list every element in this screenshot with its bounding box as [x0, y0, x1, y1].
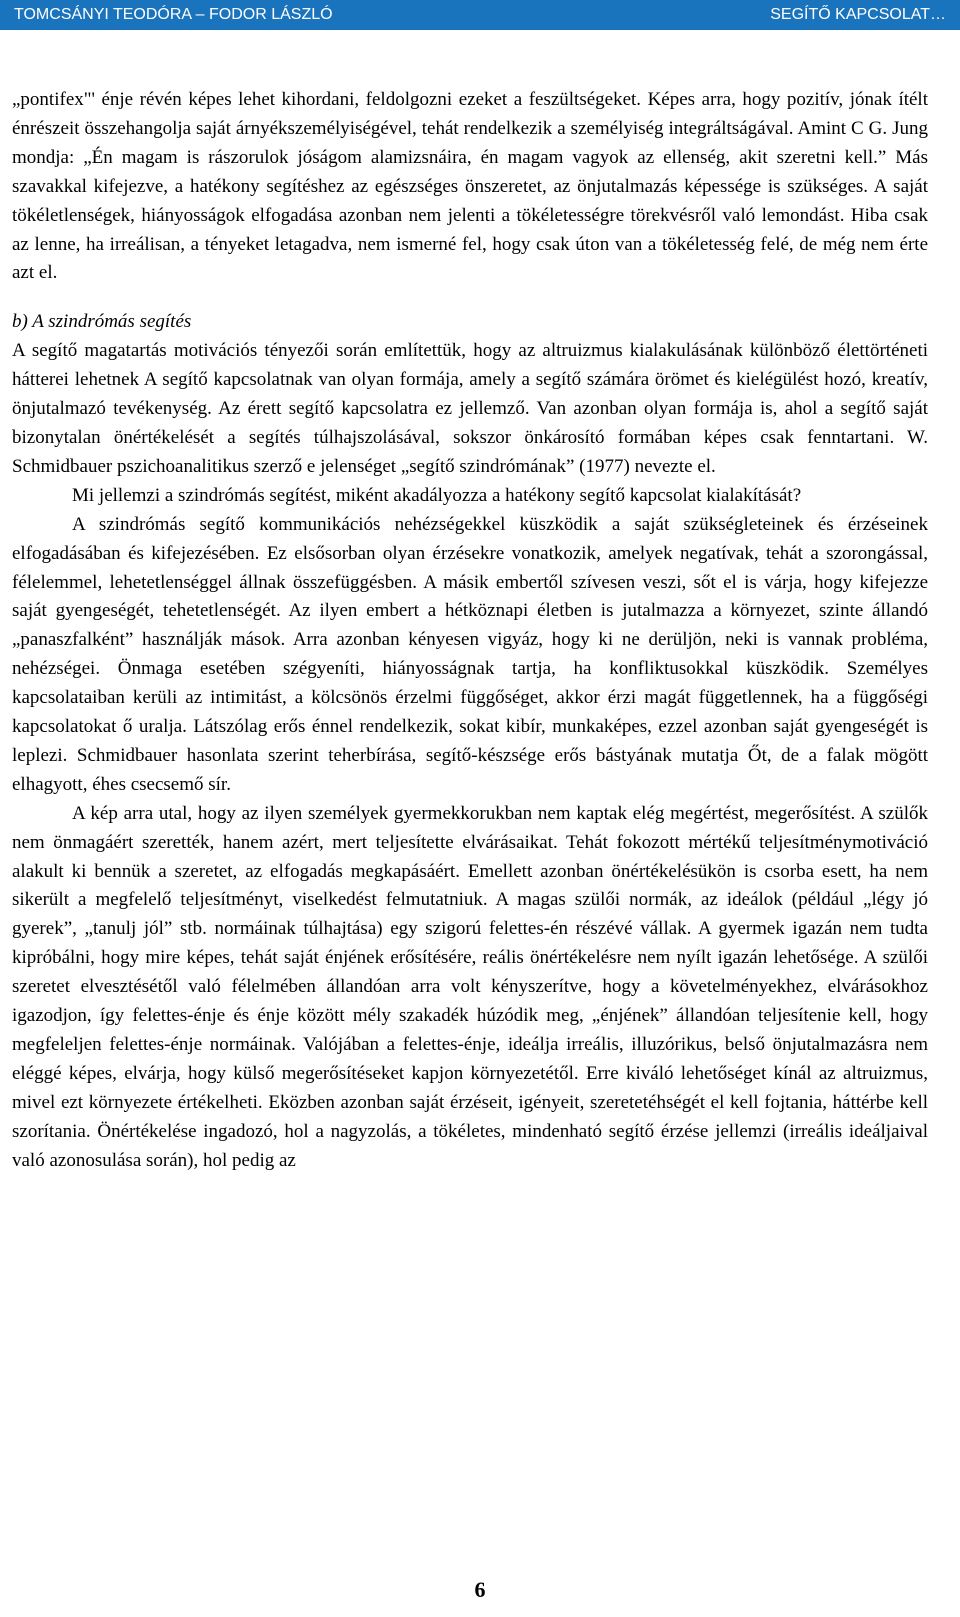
page-number: 6	[474, 1577, 486, 1602]
paragraph: A segítő magatartás motivációs tényezői során említettük, hogy az altruizmus kialakulásának különböző élettörténeti hátterei lehetnek A segítő kapcsolatnak van olyan formája, amely a segítő számára örömet és kielégülést hozó, kreatív, önjutalmazó tevékenység. Az érett segítő kapcsolatra ez jellemző. Van azonban olyan formája is, ahol a segítő saját bizonytalan önértékelését a segítés túlhajszolásával, sokszor önkárosító formában képes csak fenntartani. W. Schmidbauer pszichoanalitikus szerző e jelenséget „segítő szindrómának” (1977) nevezte el.	[12, 340, 928, 477]
header-title: SEGÍTŐ KAPCSOLAT…	[770, 6, 946, 23]
section-heading: b) A szindrómás segítés	[12, 311, 192, 333]
paragraph: Mi jellemzi a szindrómás segítést, miként akadályozza a hatékony segítő kapcsolat kialakítását?	[72, 484, 802, 506]
paragraph: A szindrómás segítő kommunikációs nehézségekkel küszködik a saját szükségleteinek és érzéseinek elfogadásában és kifejezésében. Ez elsősorban olyan érzésekre vonatkozik, amelyek negatívak, tehát a szorongással, félelemmel, lehetetlenséggel állnak összefüggésben. A másik embertől szívesen veszi, sőt el is várja, hogy kifejezze saját gyengeségét, tehetetlenségét. Az ilyen embert a hétköznapi életben is jutalmazza a környezet, szinte állandó „panaszfalként” használják mások. Arra azonban kényesen vigyáz, hogy ki ne derüljön, neki is vannak probléma, nehézségei. Önmaga esetében szégyeníti, hiányosságnak tartja, ha konfliktusokkal küszködik. Személyes kapcsolataiban kerüli az intimitást, a kölcsönös érzelmi függőséget, akkor érzi magát függetlennek, ha a függőségi kapcsolatokat ő uralja. Látszólag erős énnel rendelkezik, sokat kibír, munkaképes, ezzel azonban saját gyengeségét is leplezi. Schmidbauer hasonlata szerint teherbírása, segítő-készsége erős bástyának mutatja Őt, de a falak mögött elhagyott, éhes csecsemő sír.	[12, 513, 928, 795]
running-header	[0, 0, 960, 30]
paragraph: „pontifex"' énje révén képes lehet kihordani, feldolgozni ezeket a feszültségeket. Képes arra, hogy pozitív, jónak ítélt énrészeit összehangolja saját árnyékszemélyiségével, tehát rendelkezik a személyiség integráltságával. Amint C G. Jung mondja: „Én magam is rászorulok jóságom alamizsnáira, én magam vagyok az ellenség, akit szeretni kell.” Más szavakkal kifejezve, a hatékony segítéshez az egészséges önszeretet, az önjutalmazás képessége is szükséges. A saját tökéletlenségek, hiányosságok elfogadása azonban nem jelenti a tökéletességre törekvésről való lemondást. Hiba csak az lenne, ha irreálisan, a tényeket letagadva, nem ismerné fel, hogy csak úton van a tökéletesség felé, de még nem érte azt el.	[12, 89, 928, 284]
header-authors: TOMCSÁNYI TEODÓRA – FODOR LÁSZLÓ	[14, 6, 333, 23]
paragraph: A kép arra utal, hogy az ilyen személyek gyermekkorukban nem kaptak elég megértést, megerősítést. A szülők nem önmagáért szerették, hanem azért, mert teljesítette elvárásaikat. Tehát fokozott mértékű teljesítménymotiváció alakult ki bennük a szeretet, az elfogadás megkapásáért. Emellett azonban önértékelésükön is csorba esett, ha nem sikerült a megfelelő teljesítményt, viselkedést felmutatniuk. A magas szülői normák, az ideálok (például „légy jó gyerek”, „tanulj jól” stb. normáinak túlhajtása) egy szigorú felettes-én részévé vállak. A gyermek igazán nem tudta kipróbálni, hogy mire képes, tehát saját énjének erősítésére, reális önértékelésre nem nyílt igazán lehetősége. A szülői szeretet elvesztésétől való félelmében állandóan arra volt kényszerítve, hogy a követelményekhez, elvárásokhoz igazodjon, így felettes-énje és énje között mély szakadék húzódik meg, „énjének” állandóan teljesítenie kell, hogy megfeleljen felettes-énje normáinak. Valójában a felettes-énje, ideálja irreális, illuzórikus, belső önjutalmazásra nem eléggé képes, elvárja, hogy külső megerősítéseket kapjon környezetétől. Erre kiváló lehetőséget kínál az altruizmus, mivel ezt környezete értékelheti. Eközben azonban saját érzéseit, igényeit, szeretetéhségét el kell fojtania, háttérbe kell szorítania. Önértékelése ingadozó, hol a nagyzolás, a tökéletes, mindenható segítő érzése jellemzi (irreális ideáljaival való azonosulása során), hol pedig az	[12, 802, 928, 1171]
page-body	[12, 86, 928, 1176]
